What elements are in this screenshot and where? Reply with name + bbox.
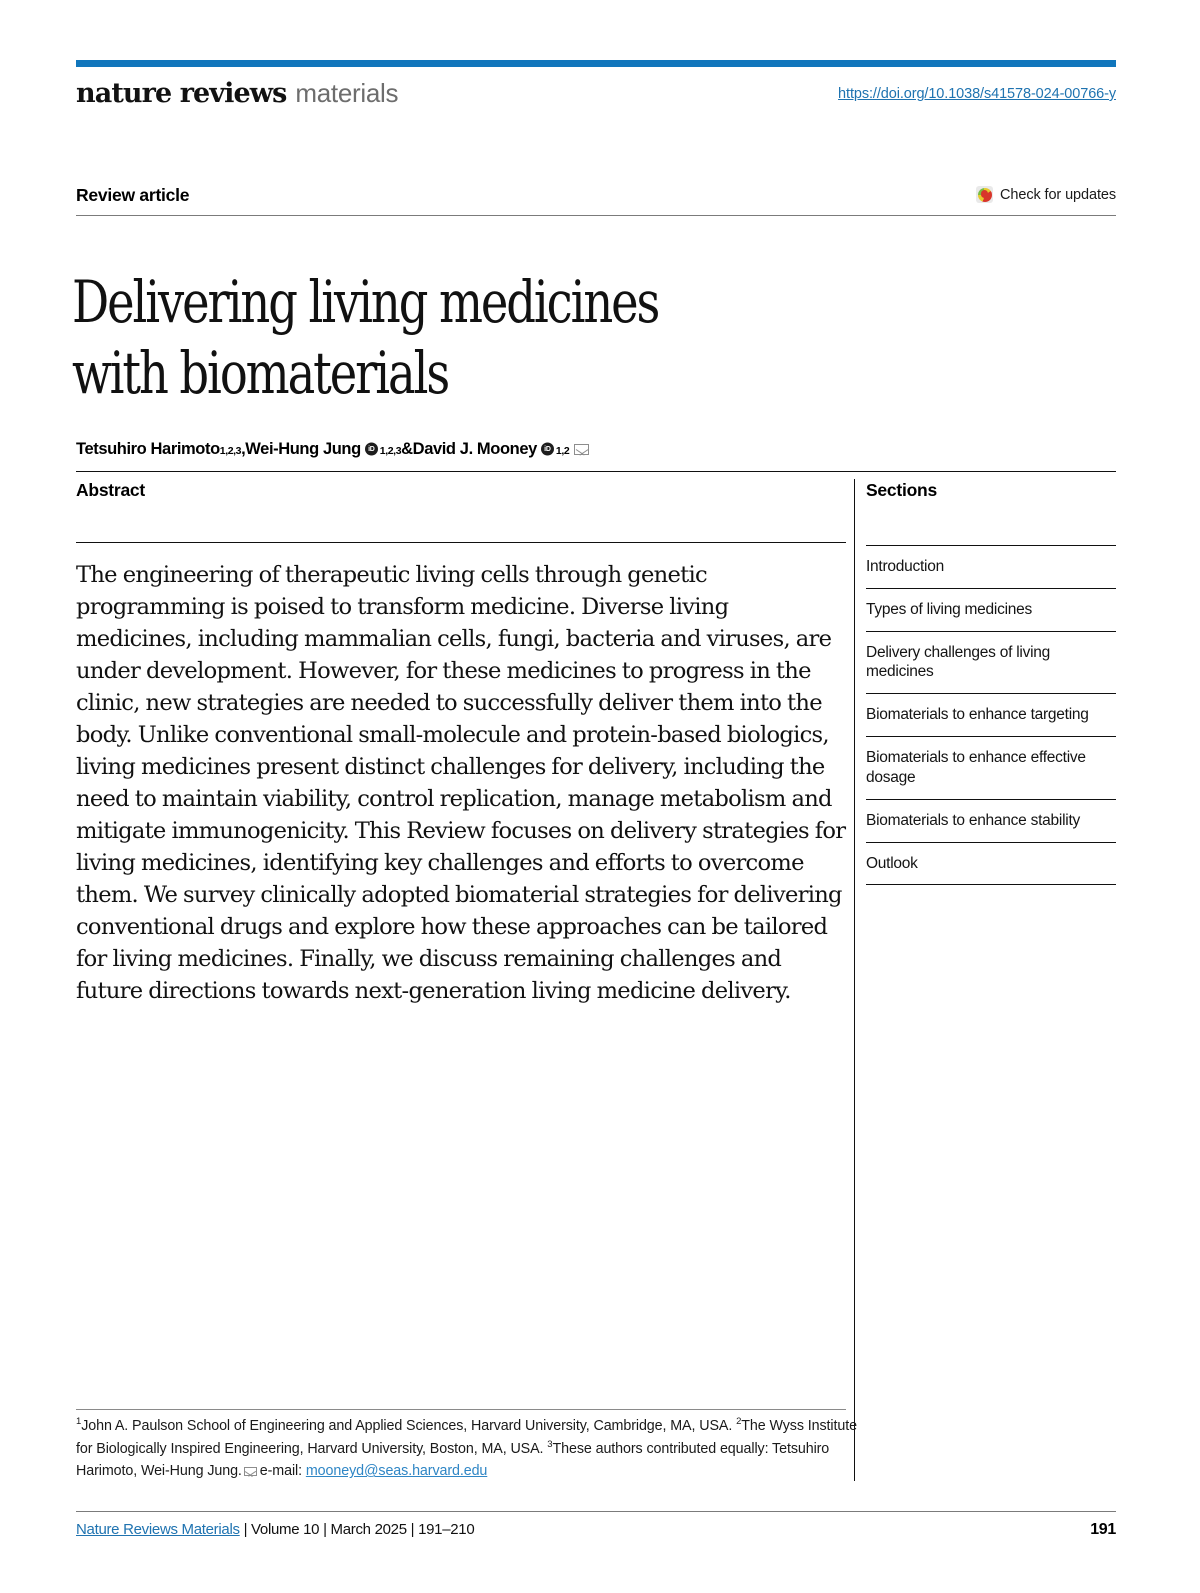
author-name-1: Tetsuhiro Harimoto — [76, 440, 220, 458]
affiliation-text-3: These authors contributed equally: Tetsuhiro Harimoto, Wei-Hung Jung. — [76, 1440, 830, 1480]
footer-journal-link[interactable]: Nature Reviews Materials — [76, 1521, 240, 1538]
abstract-heading: Abstract — [76, 480, 145, 500]
affiliation-sup-3: 3 — [547, 1438, 553, 1450]
envelope-icon[interactable] — [574, 444, 589, 455]
journal-masthead — [76, 78, 398, 109]
affiliations-block — [76, 1415, 858, 1483]
page-title: Delivering living medicines with biomaterials — [72, 267, 659, 407]
author-separator-1: , — [241, 440, 246, 458]
brand-accent-bar — [76, 60, 1116, 67]
check-for-updates-label: Check for updates — [1000, 186, 1116, 203]
column-divider — [854, 479, 855, 1481]
abstract-text: The engineering of therapeutic living cells through genetic programming is poised to transform medicine. Diverse living medicines, including mammalian cells, fungi, bacteria and viruses, are under development. However, for these medicines to progress in the clinic, new strategies are needed to successfully deliver them into the body. Unlike conventional small-molecule and protein-based biologics, living medicines present distinct challenges for delivery, including the need to maintain viability, control replication, manage metabolism and mitigate immunogenicity. This Review focuses on delivery strategies for living medicines, identifying key challenges and efforts to overcome them. We survey clinically adopted biomaterial strategies for delivering conventional drugs and explore how these approaches can be tailored for living medicines. Finally, we discuss remaining challenges and future directions towards next-generation living medicine delivery. — [76, 562, 846, 1004]
divider-under-article-type — [76, 215, 1116, 216]
author-list: Tetsuhiro Harimoto 1,2,3 , Wei-Hung Jung iD 1,2,3 & David J. Mooney iD 1,2 — [76, 440, 589, 459]
divider-above-affiliations — [76, 1409, 846, 1410]
author-separator-2: & — [401, 440, 413, 458]
email-label: e-mail: — [259, 1463, 302, 1480]
sidebar-item-types-of-living-medicines[interactable]: Types of living medicines — [866, 589, 1116, 632]
sections-heading: Sections — [866, 480, 937, 500]
affiliation-sup-2: 2 — [736, 1416, 742, 1428]
check-for-updates-badge[interactable] — [976, 186, 1116, 203]
orcid-icon[interactable] — [541, 443, 554, 456]
sidebar-item-biomaterials-stability[interactable]: Biomaterials to enhance stability — [866, 800, 1116, 843]
divider-under-abstract-heading — [76, 542, 846, 543]
affiliation-text-2: The Wyss Institute for Biologically Inspired Engineering, Harvard University, Boston, MA, USA. — [76, 1418, 857, 1457]
corresponding-email-link[interactable]: mooneyd@seas.harvard.edu — [305, 1463, 488, 1480]
abstract-column — [76, 479, 846, 1030]
divider-above-footer — [76, 1511, 1116, 1512]
sidebar-item-biomaterials-effective-dosage[interactable]: Biomaterials to enhance effective dosage — [866, 737, 1116, 800]
affiliation-sup-1: 1 — [76, 1416, 82, 1428]
affiliation-text-1: John A. Paulson School of Engineering and Applied Sciences, Harvard University, Cambridge, MA, USA. — [81, 1418, 733, 1434]
doi-link[interactable]: https://doi.org/10.1038/s41578-024-00766-y — [838, 86, 1116, 102]
sidebar-item-delivery-challenges[interactable]: Delivery challenges of living medicines — [866, 632, 1116, 695]
sidebar-item-outlook[interactable]: Outlook — [866, 843, 1116, 886]
journal-name-bold: nature reviews — [76, 78, 287, 109]
journal-name-light: materials — [295, 78, 399, 108]
page-number: 191 — [1090, 1521, 1116, 1538]
footer-citation — [76, 1521, 474, 1538]
sidebar-item-introduction[interactable]: Introduction — [866, 546, 1116, 589]
divider-under-authors — [76, 471, 1116, 472]
footer-volume-info: | Volume 10 | March 2025 | 191–210 — [239, 1521, 475, 1538]
orcid-icon[interactable] — [365, 443, 378, 456]
author-name-2: Wei-Hung Jung — [245, 440, 361, 458]
author-name-3: David J. Mooney — [412, 440, 537, 458]
article-type-label: Review article — [76, 185, 190, 205]
page-footer — [76, 1521, 1116, 1539]
envelope-icon — [244, 1467, 257, 1477]
crossmark-icon — [976, 186, 993, 203]
sidebar-item-biomaterials-targeting[interactable]: Biomaterials to enhance targeting — [866, 694, 1116, 737]
sections-column — [866, 479, 1116, 885]
